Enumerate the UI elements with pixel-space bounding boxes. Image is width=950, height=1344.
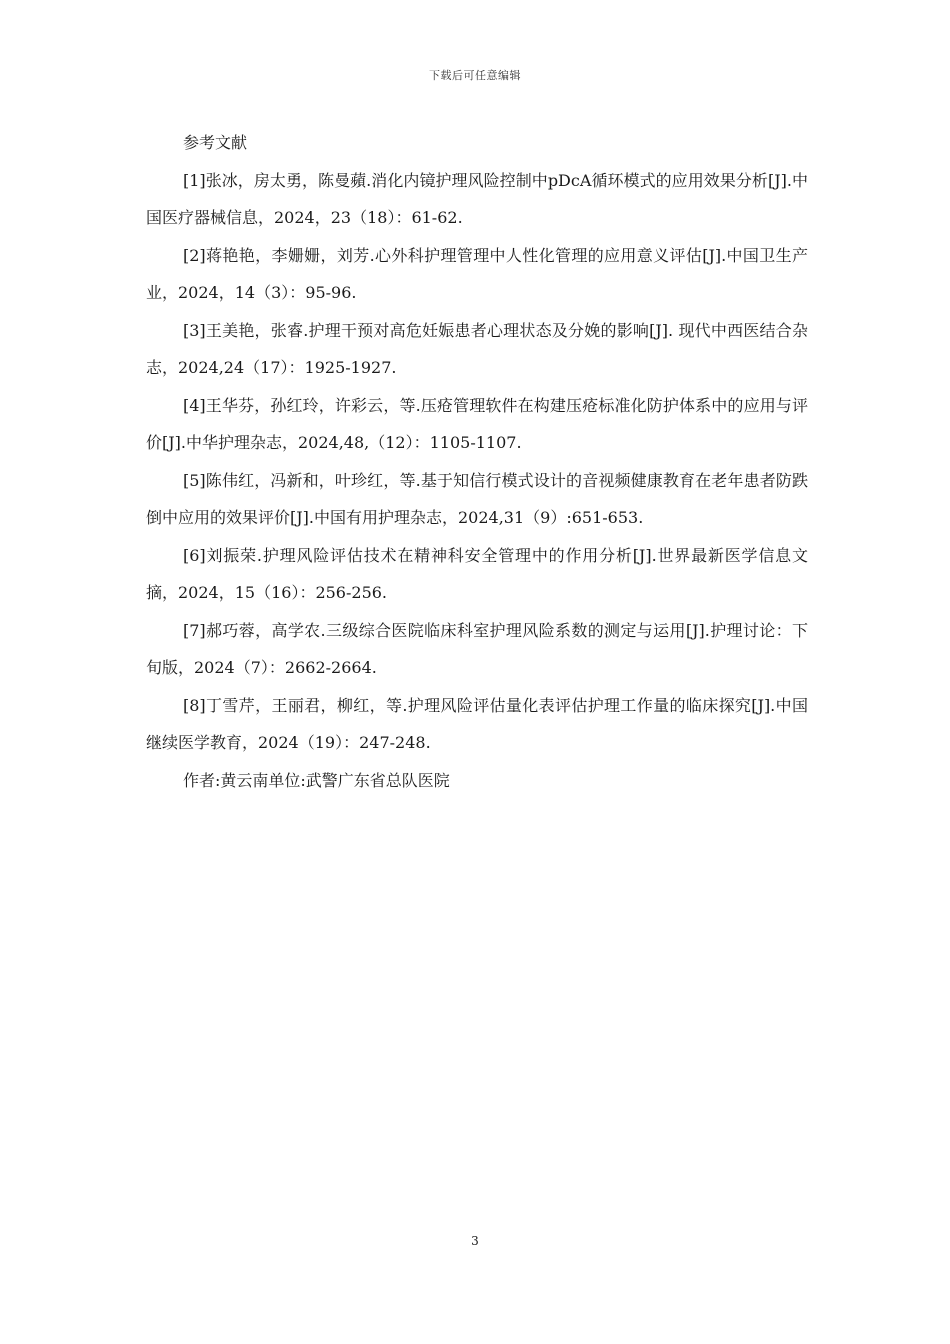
references-section xyxy=(146,124,808,799)
reference-item: [8]丁雪芹，王丽君，柳红，等.护理风险评估量化表评估护理工作量的临床探究[J].中国继续医学教育，2024（19）：247-248. xyxy=(146,695,808,752)
reference-item: [7]郝巧蓉，高学农.三级综合医院临床科室护理风险系数的测定与运用[J].护理讨论：下旬版，2024（7）：2662-2664. xyxy=(146,620,808,677)
reference-item: [4]王华芬，孙红玲，许彩云，等.压疮管理软件在构建压疮标准化防护体系中的应用与评价[J].中华护理杂志，2024,48,（12）：1105-1107. xyxy=(146,395,808,452)
reference-item: [6]刘振荣.护理风险评估技术在精神科安全管理中的作用分析[J].世界最新医学信息文摘，2024，15（16）：256-256. xyxy=(146,545,808,602)
page-number: 3 xyxy=(471,1234,479,1248)
author-line: 作者:黄云南单位:武警广东省总队医院 xyxy=(183,770,450,790)
reference-item: [1]张冰，房太勇，陈曼蘋.消化内镜护理风险控制中pDcA循环模式的应用效果分析[J].中国医疗器械信息，2024，23（18）：61-62. xyxy=(146,170,808,227)
section-heading: 参考文献 xyxy=(183,133,248,152)
reference-item: [5]陈伟红，冯新和，叶珍红，等.基于知信行模式设计的音视频健康教育在老年患者防跌倒中应用的效果评价[J].中国有用护理杂志，2024,31（9）:651-653. xyxy=(146,470,808,527)
page-header: 下载后可任意编辑 xyxy=(429,69,521,82)
reference-item: [3]王美艳，张睿.护理干预对高危妊娠患者心理状态及分娩的影响[J]. 现代中西医结合杂志，2024,24（17）：1925-1927. xyxy=(146,320,808,377)
reference-item: [2]蒋艳艳，李姗姗，刘芳.心外科护理管理中人性化管理的应用意义评估[J].中国卫生产业，2024，14（3）：95-96. xyxy=(146,245,808,302)
